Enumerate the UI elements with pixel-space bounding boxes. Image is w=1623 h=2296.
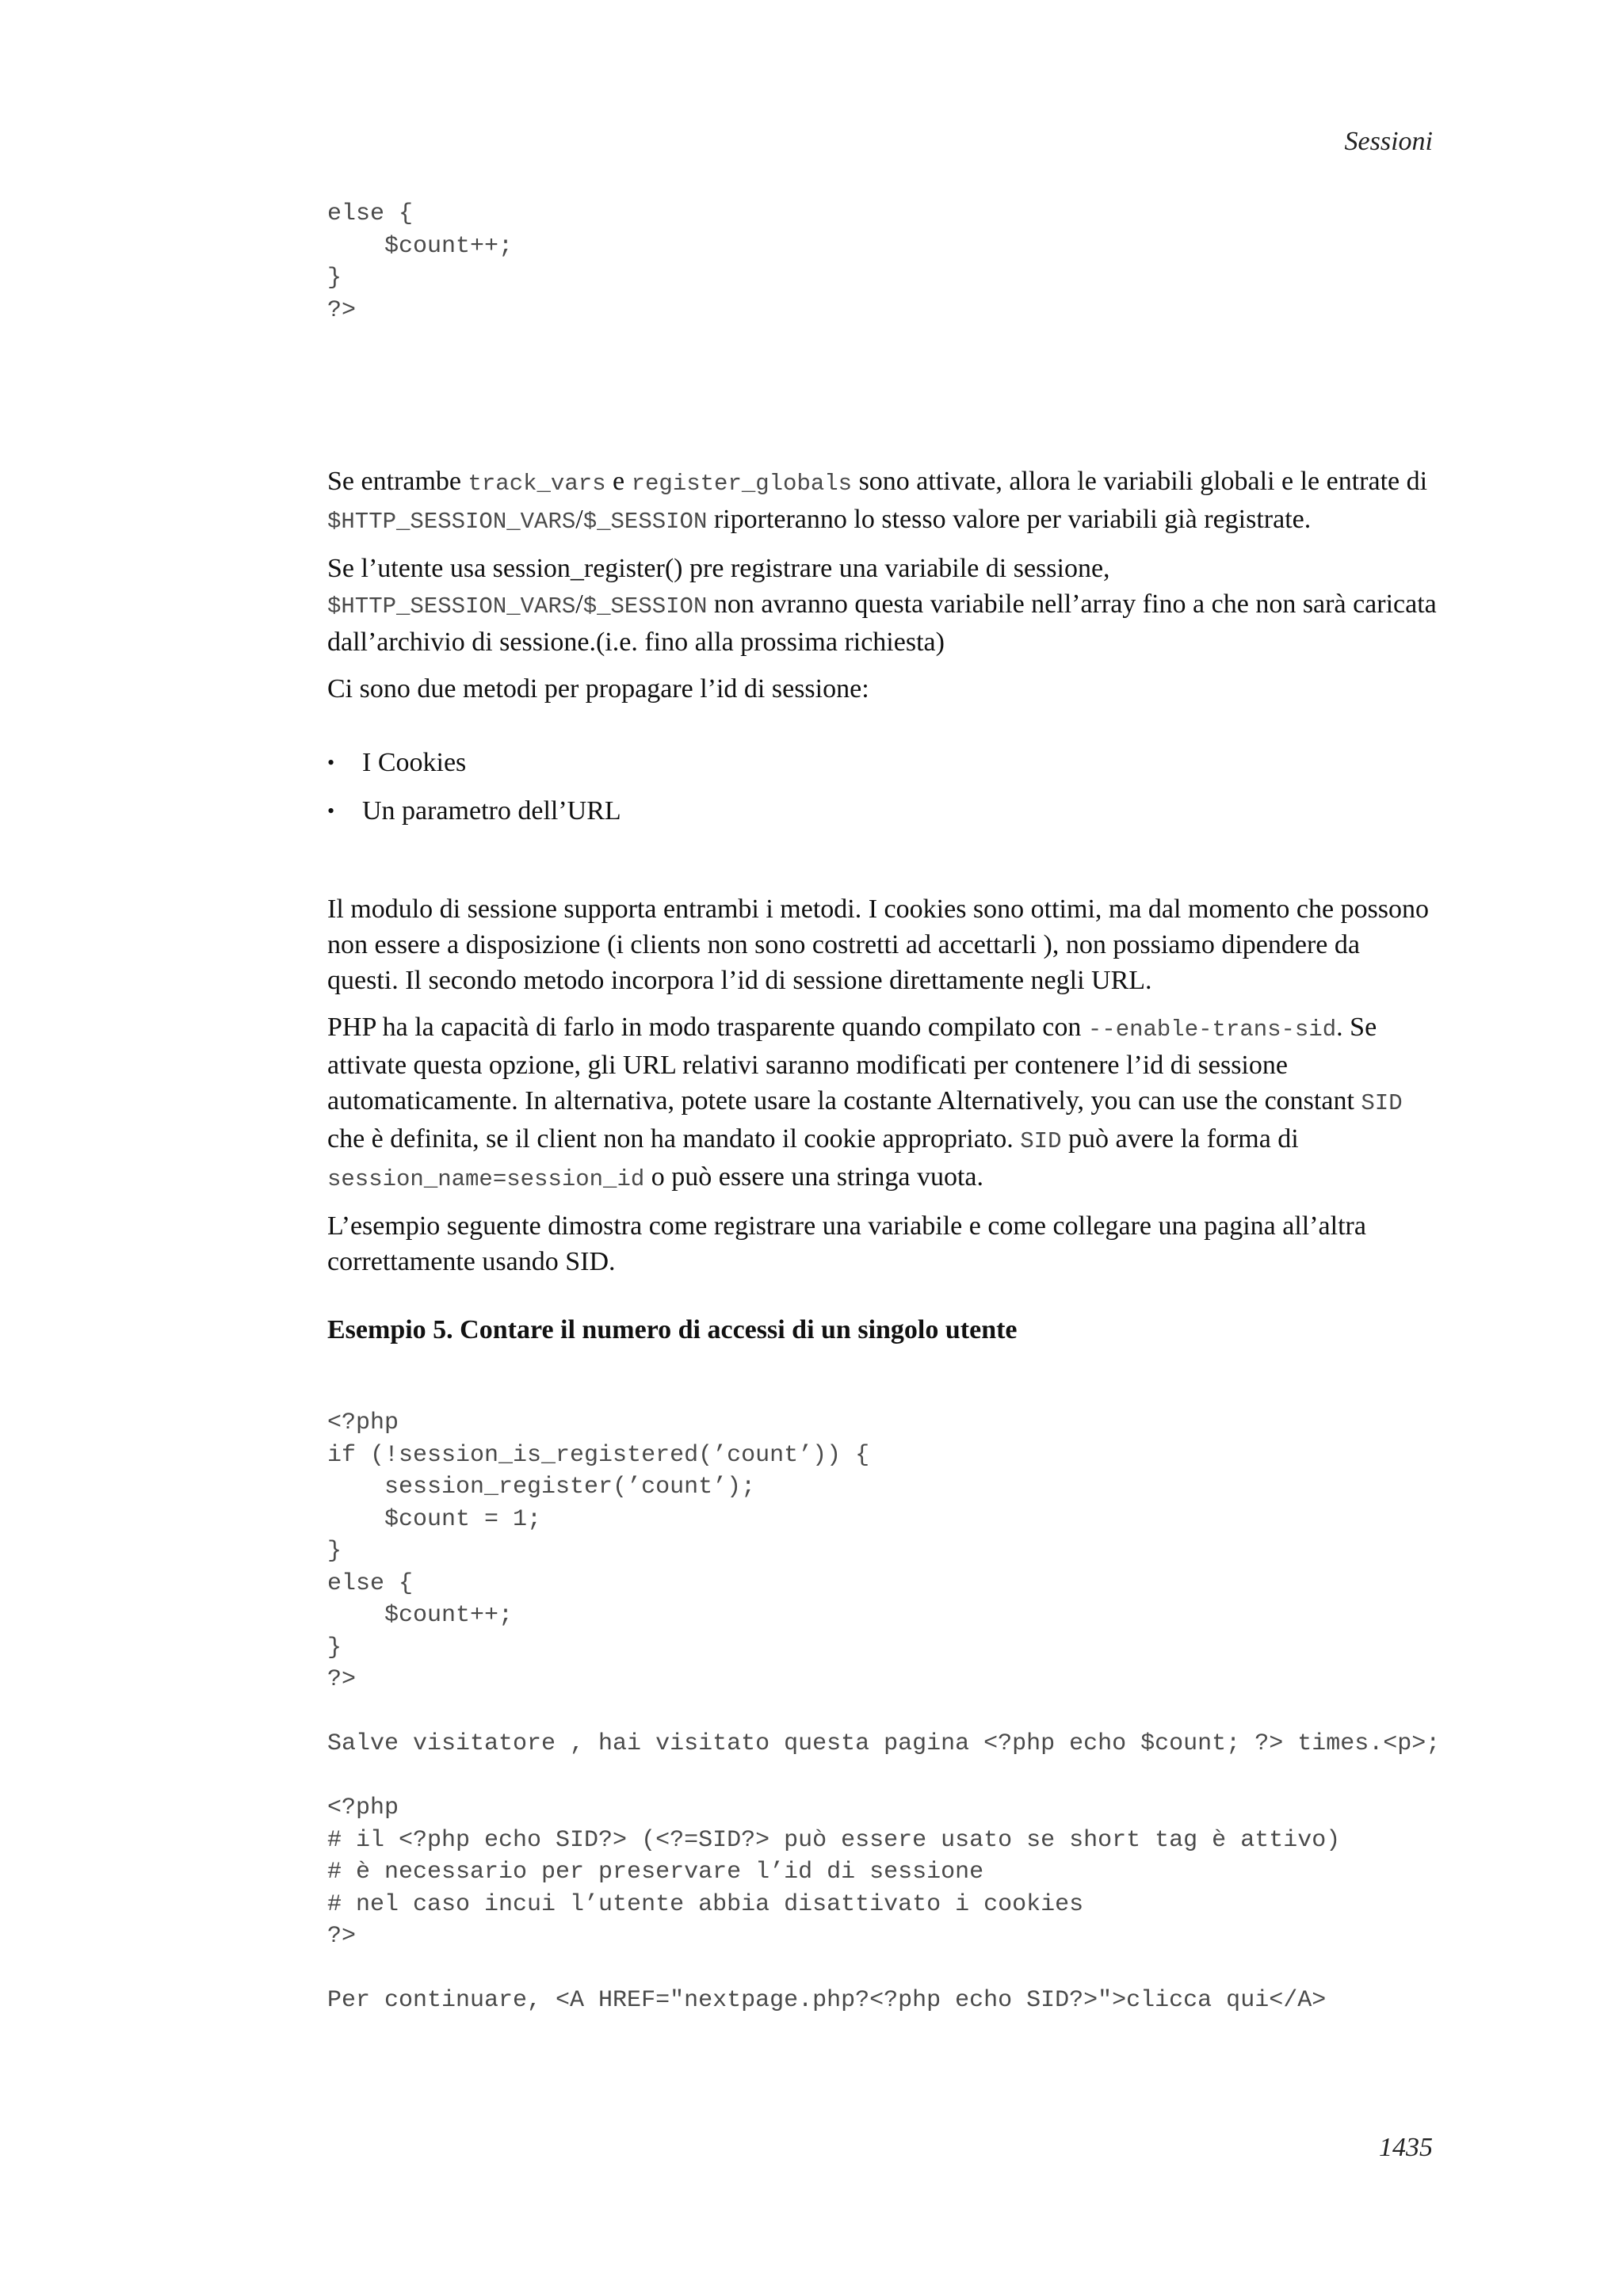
list-item: • Un parametro dell’URL [327, 793, 621, 829]
paragraph-6: L’esempio seguente dimostra come registrare una variabile e come collegare una pagina all’altra correttamente usando SID. [327, 1211, 1366, 1276]
example-title: Esempio 5. Contare il numero di accessi di un singolo utente [327, 1315, 1018, 1344]
paragraph-2: Se l’utente usa session_register() pre registrare una variabile di sessione, $HTTP_SESSION_VARS/$_SESSION non avranno questa variabile nell’array fino a che non sarà caricata dall’archivio di sessione.(i.e. fino alla prossima richiesta) [327, 554, 1437, 657]
code-block-top: else { $count++; } ?> [327, 200, 514, 324]
body-text-block-2 [327, 891, 1437, 1291]
page-number: 1435 [1379, 2133, 1433, 2162]
body-text-block-1 [327, 463, 1437, 718]
bullet-icon: • [327, 799, 335, 822]
paragraph-4: Il modulo di sessione supporta entrambi i metodi. I cookies sono ottimi, ma dal momento che possono non essere a disposizione (i clients non sono costretti ad accettarli ), non possiamo dipendere da questi. Il secondo metodo incorpora l’id di sessione direttamente negli URL. [327, 894, 1430, 995]
paragraph-3: Ci sono due metodi per propagare l’id di sessione: [327, 674, 869, 704]
paragraph-1: Se entrambe track_vars e register_globals sono attivate, allora le variabili globali e le entrate di $HTTP_SESSION_VARS/$_SESSION riporteranno lo stesso valore per variabili già registrate. [327, 467, 1428, 535]
bullet-list [327, 745, 621, 841]
bullet-icon: • [327, 751, 335, 774]
paragraph-5: PHP ha la capacità di farlo in modo trasparente quando compilato con --enable-trans-sid. Se attivate questa opzione, gli URL relativi saranno modificati per contenere l’id di sessione automaticamente. In alternativa, potete usare la costante Alternatively, you can use the constant SID che è definita, se il client non ha mandato il cookie appropriato. SID può avere la forma di session_name=session_id o può essere una stringa vuota. [327, 1013, 1403, 1192]
running-header: Sessioni [1344, 127, 1433, 156]
code-block-example: <?php if (!session_is_registered(’count’)) { session_register(’count’); $count = 1; } else { $count++; } ?> Salve visitatore , hai visitato questa pagina <?php echo $count; ?> times.<p>; <?php # il <?php echo SID?> (<?=SID?> può essere usato se short tag è attivo) # è necessario per preservare l’id di sessione # nel caso incui l’utente abbia disattivato i cookies ?> Per continuare, <A HREF="nextpage.php?<?php echo SID?>">clicca qui</A> [327, 1409, 1441, 2014]
list-item: • I Cookies [327, 745, 621, 780]
